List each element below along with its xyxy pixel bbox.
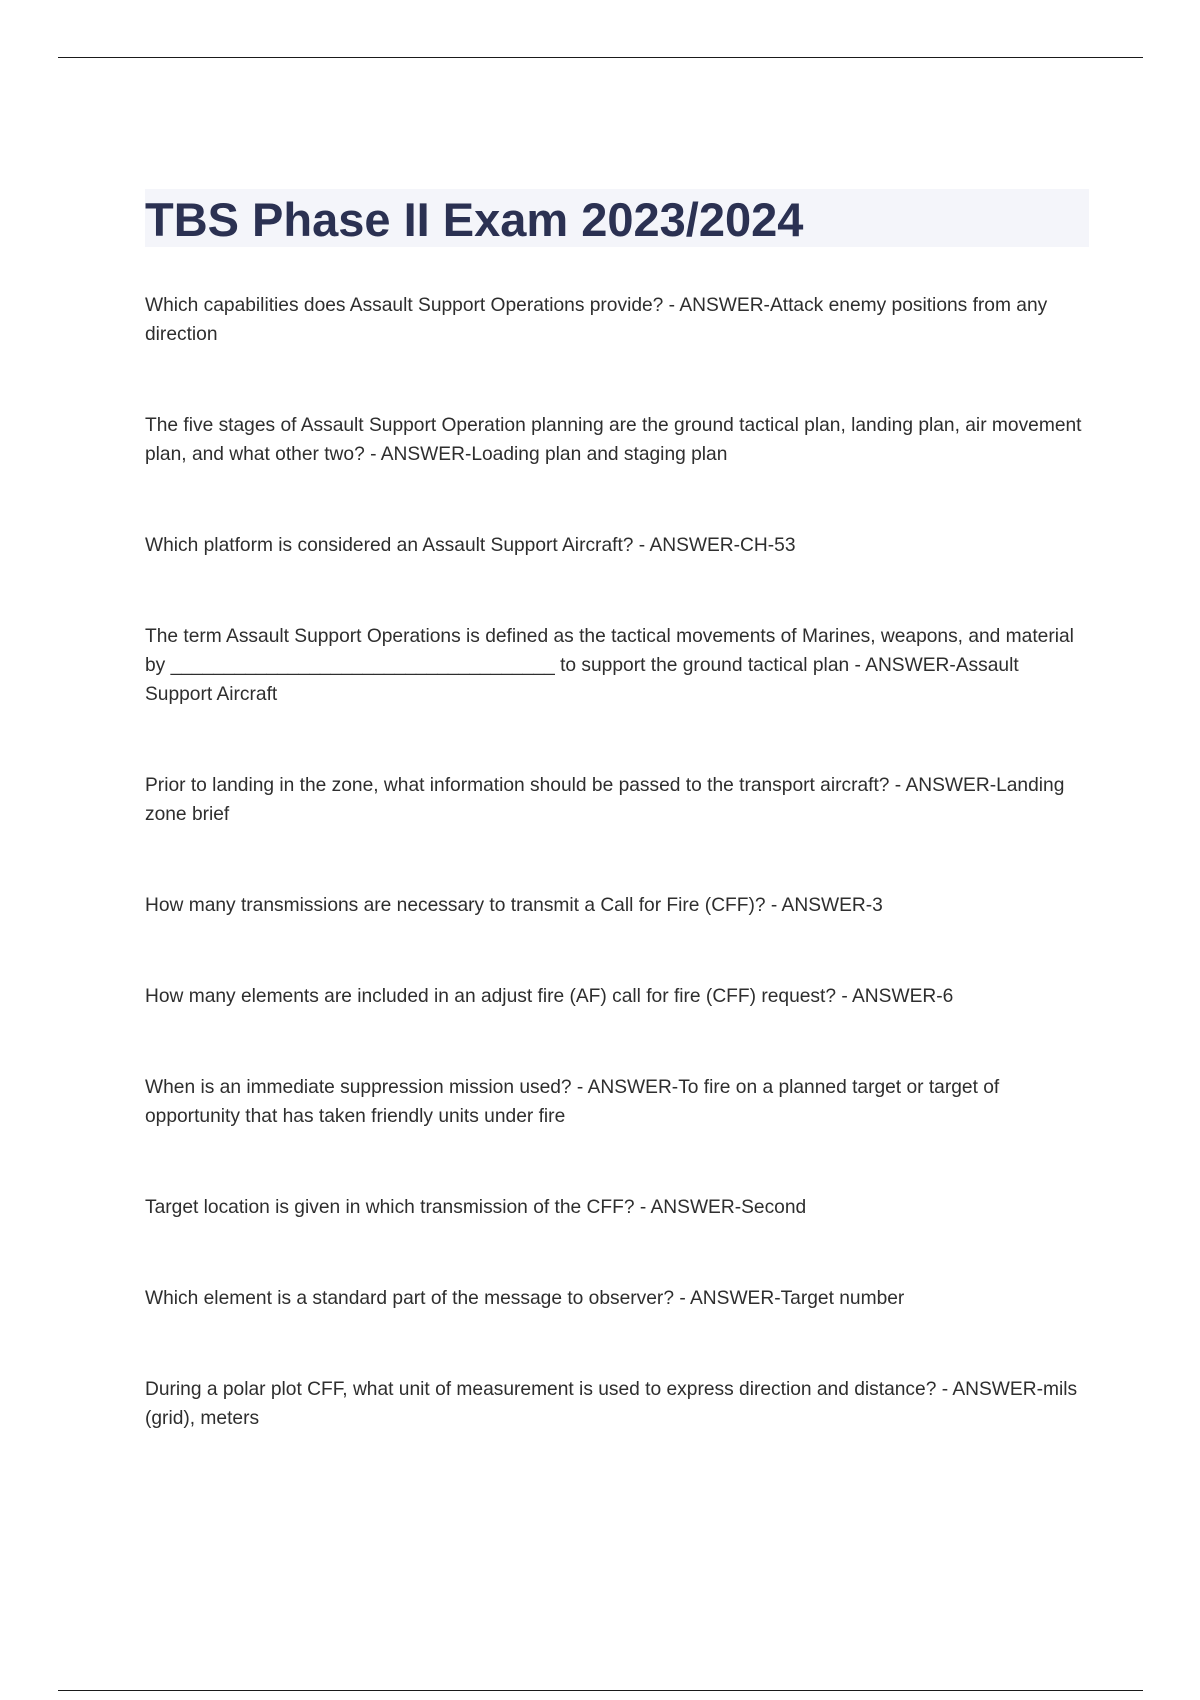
qa-list bbox=[145, 291, 1091, 1433]
qa-item: Which capabilities does Assault Support Operations provide? - ANSWER-Attack enemy positions from any direction bbox=[145, 295, 1048, 345]
qa-item: When is an immediate suppression mission used? - ANSWER-To fire on a planned target or target of opportunity that has taken friendly units under fire bbox=[145, 1077, 1000, 1127]
qa-item: How many transmissions are necessary to transmit a Call for Fire (CFF)? - ANSWER-3 bbox=[145, 895, 883, 916]
qa-item: During a polar plot CFF, what unit of measurement is used to express direction and distance? - ANSWER-mils (grid), meters bbox=[145, 1379, 1078, 1429]
qa-item: How many elements are included in an adjust fire (AF) call for fire (CFF) request? - ANSWER-6 bbox=[145, 986, 954, 1007]
top-rule bbox=[58, 57, 1143, 58]
qa-item: The term Assault Support Operations is defined as the tactical movements of Marines, weapons, and material by ____________________________________ to support the ground tactical plan - ANSWER-Assault Support Aircraft bbox=[145, 626, 1074, 705]
page-title: TBS Phase II Exam 2023/2024 bbox=[145, 193, 804, 246]
bottom-rule bbox=[58, 1690, 1143, 1691]
qa-item: Which element is a standard part of the message to observer? - ANSWER-Target number bbox=[145, 1288, 905, 1309]
qa-item: Which platform is considered an Assault Support Aircraft? - ANSWER-CH-53 bbox=[145, 535, 796, 556]
qa-item: Prior to landing in the zone, what information should be passed to the transport aircraft? - ANSWER-Landing zone brief bbox=[145, 775, 1065, 825]
qa-item: The five stages of Assault Support Operation planning are the ground tactical plan, landing plan, air movement plan, and what other two? - ANSWER-Loading plan and staging plan bbox=[145, 415, 1082, 465]
qa-item: Target location is given in which transmission of the CFF? - ANSWER-Second bbox=[145, 1197, 807, 1218]
